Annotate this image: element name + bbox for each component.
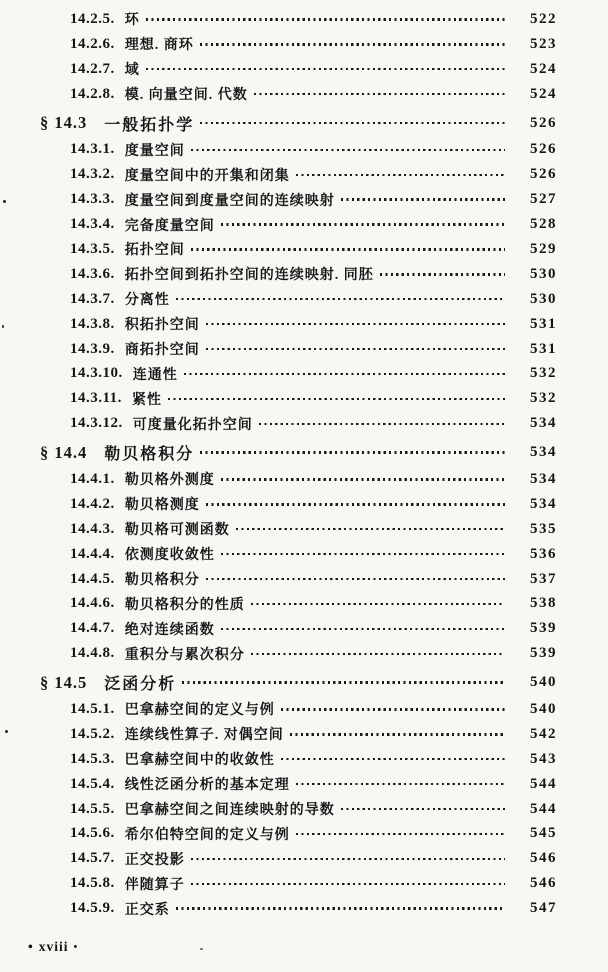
- toc-entry: [0, 212, 608, 237]
- dot-leader: [184, 373, 505, 375]
- toc-entry: [0, 237, 608, 262]
- toc-entry: [0, 337, 608, 362]
- entry-page: 529: [530, 240, 557, 257]
- toc-list: [0, 7, 608, 921]
- footer-left-dot: •: [28, 939, 34, 954]
- entry-number: 14.5.7.: [70, 850, 115, 867]
- toc-entry: [0, 591, 608, 616]
- entry-number: 14.5.5.: [70, 800, 115, 817]
- entry-number: 14.4.5.: [70, 570, 115, 587]
- entry-title: 勒贝格积分: [124, 573, 200, 589]
- entry-page: 543: [530, 750, 557, 767]
- entry-page: 530: [530, 265, 557, 282]
- toc-entry: [0, 32, 608, 57]
- entry-title: 域: [124, 63, 140, 79]
- toc-entry: [0, 386, 608, 411]
- dot-leader: [221, 223, 505, 225]
- dot-leader: [296, 783, 505, 785]
- entry-page: 528: [530, 216, 557, 233]
- entry-page: 526: [530, 114, 557, 131]
- entry-number: 14.4.8.: [70, 645, 115, 662]
- toc-entry: [0, 57, 608, 82]
- entry-title: 积拓扑空间: [124, 318, 200, 334]
- dot-leader: [254, 93, 505, 95]
- entry-number: 14.5.1.: [70, 700, 115, 717]
- toc-entry: [0, 440, 608, 465]
- dot-leader: [296, 174, 505, 176]
- entry-page: 544: [530, 775, 557, 792]
- entry-number: 14.3.11.: [70, 390, 122, 407]
- dot-leader: [191, 149, 505, 151]
- dot-leader: [296, 833, 505, 835]
- toc-entry: [0, 287, 608, 312]
- toc-entry: [0, 542, 608, 567]
- dot-leader: [290, 733, 505, 735]
- entry-number: 14.4.7.: [70, 620, 115, 637]
- entry-title: 希尔伯特空间的定义与例: [124, 827, 290, 843]
- entry-title: 勒贝格可测函数: [124, 523, 230, 539]
- dot-leader: [168, 398, 505, 400]
- dot-leader: [191, 858, 505, 860]
- toc-entry: [0, 896, 608, 921]
- entry-number: 14.5.4.: [70, 775, 115, 792]
- toc-entry: [0, 137, 608, 162]
- dot-leader: [206, 578, 505, 580]
- entry-page: 527: [530, 191, 557, 208]
- entry-number: 14.3.7.: [70, 290, 115, 307]
- toc-entry: [0, 797, 608, 822]
- entry-page: 524: [530, 85, 557, 102]
- entry-title: 连通性: [132, 367, 178, 383]
- toc-entry: [0, 567, 608, 592]
- entry-number: 14.4.2.: [70, 495, 115, 512]
- dot-leader: [251, 653, 505, 655]
- entry-title: 巴拿赫空间中的收敛性: [124, 753, 275, 769]
- entry-title: 分离性: [124, 293, 170, 309]
- entry-page: 546: [530, 850, 557, 867]
- entry-page: 534: [530, 415, 557, 432]
- dot-leader: [206, 323, 505, 325]
- entry-title: 泛函分析: [104, 676, 177, 694]
- scan-speck: [200, 948, 203, 950]
- entry-number: 14.3.8.: [70, 315, 115, 332]
- dot-leader: [191, 883, 505, 885]
- entry-title: 度量空间到度量空间的连续映射: [124, 193, 335, 209]
- entry-title: 拓扑空间: [124, 243, 185, 259]
- toc-entry: [0, 871, 608, 896]
- footer-right-dot: •: [73, 941, 79, 953]
- entry-number: § 14.5: [40, 672, 88, 692]
- dot-leader: [236, 528, 505, 530]
- entry-number: § 14.4: [40, 442, 88, 462]
- entry-page: 539: [530, 645, 557, 662]
- entry-title: 勒贝格测度: [124, 498, 200, 514]
- entry-page: 532: [530, 365, 557, 382]
- toc-entry: [0, 492, 608, 517]
- toc-entry: [0, 411, 608, 436]
- dot-leader: [221, 628, 505, 630]
- entry-title: 一般拓扑学: [104, 116, 195, 134]
- dot-leader: [200, 122, 505, 124]
- toc-entry: [0, 361, 608, 386]
- entry-page: 526: [530, 166, 557, 183]
- entry-page: 546: [530, 875, 557, 892]
- dot-leader: [341, 808, 505, 810]
- dot-leader: [146, 68, 505, 70]
- dot-leader: [200, 43, 505, 45]
- dot-leader: [221, 553, 505, 555]
- toc-entry: [0, 82, 608, 107]
- entry-number: 14.3.5.: [70, 240, 115, 257]
- entry-page: 523: [530, 35, 557, 52]
- dot-leader: [251, 603, 505, 605]
- entry-title: 线性泛函分析的基本定理: [124, 778, 290, 794]
- toc-entry: [0, 772, 608, 797]
- footer-page-number: xviii: [38, 939, 69, 954]
- entry-page: 534: [530, 444, 557, 461]
- entry-number: 14.4.6.: [70, 595, 115, 612]
- entry-number: 14.2.7.: [70, 60, 115, 77]
- toc-entry: [0, 467, 608, 492]
- entry-number: 14.3.6.: [70, 265, 115, 282]
- toc-entry: [0, 187, 608, 212]
- entry-title: 拓扑空间到拓扑空间的连续映射. 同胚: [124, 268, 374, 284]
- entry-number: 14.5.6.: [70, 825, 115, 842]
- entry-number: 14.3.12.: [70, 415, 123, 432]
- entry-number: 14.5.8.: [70, 875, 115, 892]
- entry-page: 526: [530, 141, 557, 158]
- entry-number: 14.4.3.: [70, 520, 115, 537]
- entry-page: 535: [530, 520, 557, 537]
- entry-title: 环: [124, 13, 140, 29]
- entry-title: 模. 向量空间. 代数: [124, 88, 248, 104]
- dot-leader: [191, 248, 505, 250]
- entry-number: 14.5.2.: [70, 725, 115, 742]
- entry-number: 14.4.4.: [70, 545, 115, 562]
- entry-page: 539: [530, 620, 557, 637]
- dot-leader: [380, 273, 505, 275]
- entry-title: 度量空间: [124, 143, 185, 159]
- entry-title: 度量空间中的开集和闭集: [124, 168, 290, 184]
- entry-title: 紧性: [131, 392, 162, 408]
- entry-page: 540: [530, 674, 557, 691]
- dot-leader: [200, 451, 505, 453]
- entry-title: 重积分与累次积分: [124, 647, 245, 663]
- dot-leader: [146, 18, 505, 20]
- entry-page: 534: [530, 495, 557, 512]
- toc-entry: [0, 722, 608, 747]
- scan-speck: [2, 325, 4, 328]
- entry-title: 正交系: [124, 902, 170, 918]
- dot-leader: [259, 423, 505, 425]
- toc-entry: [0, 697, 608, 722]
- entry-number: 14.2.6.: [70, 35, 115, 52]
- toc-entry: [0, 517, 608, 542]
- toc-entry: [0, 846, 608, 871]
- entry-page: 524: [530, 60, 557, 77]
- page-footer: [28, 939, 78, 955]
- entry-number: 14.2.8.: [70, 85, 115, 102]
- entry-page: 542: [530, 725, 557, 742]
- entry-number: 14.3.3.: [70, 191, 115, 208]
- toc-entry: [0, 616, 608, 641]
- dot-leader: [281, 758, 505, 760]
- dot-leader: [206, 348, 505, 350]
- entry-number: 14.2.5.: [70, 10, 115, 27]
- entry-title: 可度量化拓扑空间: [132, 417, 253, 433]
- entry-title: 正交投影: [124, 852, 185, 868]
- entry-page: 534: [530, 470, 557, 487]
- entry-page: 531: [530, 340, 557, 357]
- entry-page: 532: [530, 390, 557, 407]
- entry-page: 544: [530, 800, 557, 817]
- entry-number: § 14.3: [40, 113, 88, 132]
- dot-leader: [176, 298, 505, 300]
- entry-page: 547: [530, 900, 557, 917]
- entry-number: 14.3.2.: [70, 166, 115, 183]
- entry-page: 545: [530, 825, 557, 842]
- toc-entry: [0, 822, 608, 847]
- toc-entry: [0, 162, 608, 187]
- entry-title: 伴随算子: [124, 877, 185, 893]
- toc-entry: [0, 747, 608, 772]
- entry-page: 531: [530, 315, 557, 332]
- entry-title: 巴拿赫空间之间连续映射的导数: [124, 803, 335, 819]
- entry-title: 勒贝格积分的性质: [124, 597, 245, 613]
- toc-entry: [0, 262, 608, 287]
- entry-number: 14.3.9.: [70, 340, 115, 357]
- entry-title: 依测度收敛性: [124, 548, 215, 564]
- entry-page: 537: [530, 570, 557, 587]
- entry-number: 14.3.10.: [70, 365, 123, 382]
- entry-number: 14.5.3.: [70, 750, 115, 767]
- toc-entry: [0, 641, 608, 666]
- entry-page: 540: [530, 700, 557, 717]
- dot-leader: [206, 503, 505, 505]
- scan-speck: [3, 200, 6, 203]
- entry-number: 14.3.1.: [70, 141, 115, 158]
- entry-page: 538: [530, 595, 557, 612]
- dot-leader: [182, 681, 505, 683]
- entry-page: 530: [530, 290, 557, 307]
- dot-leader: [341, 198, 505, 200]
- entry-number: 14.5.9.: [70, 900, 115, 917]
- entry-number: 14.4.1.: [70, 470, 115, 487]
- entry-title: 商拓扑空间: [124, 343, 200, 359]
- entry-number: 14.3.4.: [70, 216, 115, 233]
- toc-entry: [0, 111, 608, 136]
- entry-title: 连续线性算子. 对偶空间: [124, 728, 284, 744]
- entry-page: 536: [530, 545, 557, 562]
- scan-speck: [5, 730, 8, 733]
- dot-leader: [221, 478, 505, 480]
- entry-title: 巴拿赫空间的定义与例: [124, 703, 275, 719]
- dot-leader: [176, 907, 505, 909]
- entry-title: 勒贝格积分: [104, 446, 195, 464]
- entry-page: 522: [530, 10, 557, 27]
- dot-leader: [281, 708, 505, 710]
- toc-entry: [0, 312, 608, 337]
- entry-title: 理想. 商环: [124, 38, 194, 54]
- toc-entry: [0, 670, 608, 695]
- entry-title: 完备度量空间: [124, 218, 215, 234]
- entry-title: 绝对连续函数: [124, 622, 215, 638]
- entry-title: 勒贝格外测度: [124, 473, 215, 489]
- toc-entry: [0, 7, 608, 32]
